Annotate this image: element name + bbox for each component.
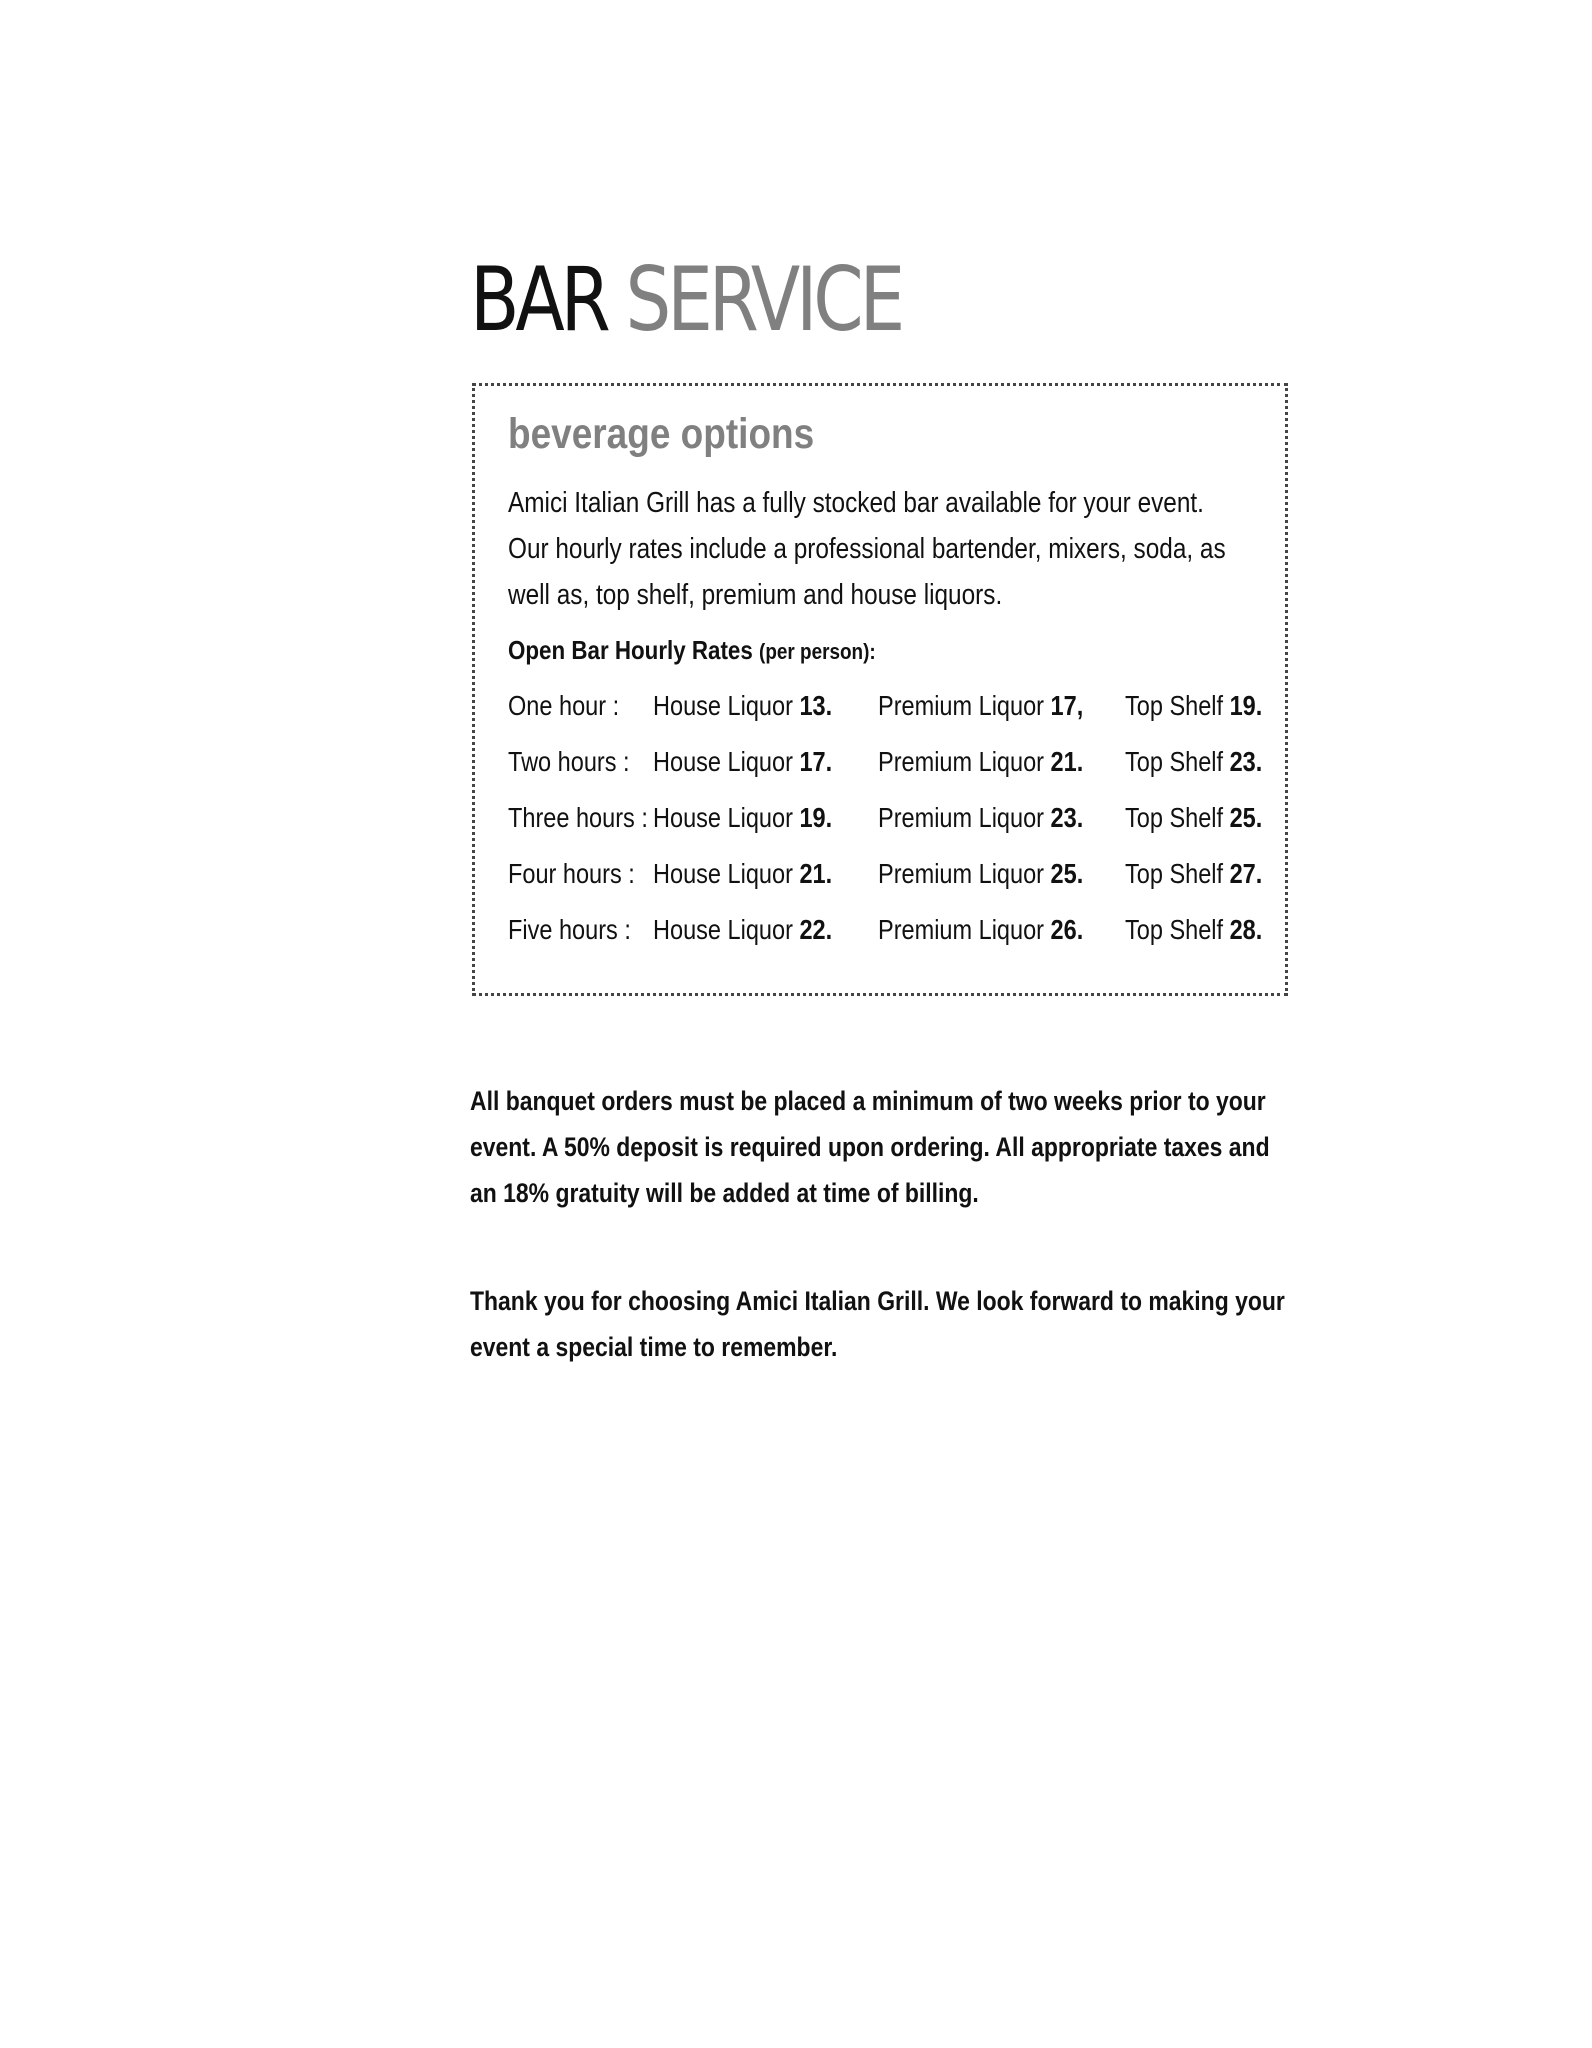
top-shelf-label: Top Shelf xyxy=(1125,690,1224,721)
rate-duration: Three hours : xyxy=(508,802,648,833)
house-liquor-rate xyxy=(653,858,832,890)
premium-liquor-price: 17, xyxy=(1050,690,1084,721)
rates-heading xyxy=(508,630,1149,672)
policy-note: All banquet orders must be placed a minimum of two weeks prior to your event. A 50% deposit is required upon ordering. All appropriate taxes and an 18% gratuity will be added at time of billing. xyxy=(470,1086,1270,1208)
top-shelf-price: 19. xyxy=(1229,690,1263,721)
beverage-options-box xyxy=(472,383,1288,996)
thank-you-note: Thank you for choosing Amici Italian Grill. We look forward to making your event a special time to remember. xyxy=(470,1286,1285,1362)
rate-duration: One hour : xyxy=(508,690,620,721)
premium-liquor-price: 25. xyxy=(1050,858,1084,889)
rates-table xyxy=(508,684,1263,964)
house-liquor-label: House Liquor xyxy=(653,690,793,721)
premium-liquor-label: Premium Liquor xyxy=(878,690,1045,721)
top-shelf-rate xyxy=(1125,858,1262,890)
top-shelf-price: 25. xyxy=(1229,802,1263,833)
top-shelf-label: Top Shelf xyxy=(1125,914,1224,945)
rate-duration: Two hours : xyxy=(508,746,630,777)
top-shelf-price: 23. xyxy=(1229,746,1263,777)
house-liquor-label: House Liquor xyxy=(653,858,793,889)
premium-liquor-price: 26. xyxy=(1050,914,1084,945)
rate-row-two-hours xyxy=(508,740,1263,796)
rate-row-one-hour xyxy=(508,684,1263,740)
house-liquor-price: 21. xyxy=(799,858,833,889)
premium-liquor-label: Premium Liquor xyxy=(878,746,1045,777)
premium-liquor-rate xyxy=(878,690,1083,722)
top-shelf-label: Top Shelf xyxy=(1125,746,1224,777)
rates-heading-label: Open Bar Hourly Rates xyxy=(508,635,753,665)
page-title xyxy=(470,250,1142,350)
premium-liquor-label: Premium Liquor xyxy=(878,802,1045,833)
premium-liquor-price: 21. xyxy=(1050,746,1084,777)
page-title-part1: BAR xyxy=(470,248,607,351)
top-shelf-rate xyxy=(1125,746,1262,778)
rate-duration: Four hours : xyxy=(508,858,635,889)
house-liquor-rate xyxy=(653,914,832,946)
notes-section xyxy=(470,1078,1286,1432)
rate-duration: Five hours : xyxy=(508,914,631,945)
rate-row-three-hours xyxy=(508,796,1263,852)
house-liquor-rate xyxy=(653,802,832,834)
top-shelf-price: 27. xyxy=(1229,858,1263,889)
house-liquor-price: 22. xyxy=(799,914,833,945)
house-liquor-price: 17. xyxy=(799,746,833,777)
premium-liquor-rate xyxy=(878,802,1083,834)
top-shelf-rate xyxy=(1125,690,1262,722)
premium-liquor-rate xyxy=(878,914,1083,946)
page-title-part2: SERVICE xyxy=(625,248,902,351)
house-liquor-rate xyxy=(653,690,832,722)
top-shelf-rate xyxy=(1125,802,1262,834)
house-liquor-price: 19. xyxy=(799,802,833,833)
house-liquor-label: House Liquor xyxy=(653,802,793,833)
top-shelf-label: Top Shelf xyxy=(1125,858,1224,889)
house-liquor-rate xyxy=(653,746,832,778)
rate-row-five-hours xyxy=(508,908,1263,964)
house-liquor-label: House Liquor xyxy=(653,914,793,945)
premium-liquor-rate xyxy=(878,746,1083,778)
premium-liquor-rate xyxy=(878,858,1083,890)
beverage-options-heading: beverage options xyxy=(508,410,815,458)
top-shelf-rate xyxy=(1125,914,1262,946)
premium-liquor-label: Premium Liquor xyxy=(878,914,1045,945)
premium-liquor-label: Premium Liquor xyxy=(878,858,1045,889)
house-liquor-label: House Liquor xyxy=(653,746,793,777)
beverage-intro-text: Amici Italian Grill has a fully stocked bar available for your event. Our hourly rates include a professional bartender, mixers, soda, as well as, top shelf, premium and house liquors. xyxy=(508,487,1226,611)
premium-liquor-price: 23. xyxy=(1050,802,1084,833)
top-shelf-price: 28. xyxy=(1229,914,1263,945)
house-liquor-price: 13. xyxy=(799,690,833,721)
rates-heading-note: (per person): xyxy=(759,639,876,664)
bar-service-page xyxy=(470,248,1290,1362)
rate-row-four-hours xyxy=(508,852,1263,908)
top-shelf-label: Top Shelf xyxy=(1125,802,1224,833)
